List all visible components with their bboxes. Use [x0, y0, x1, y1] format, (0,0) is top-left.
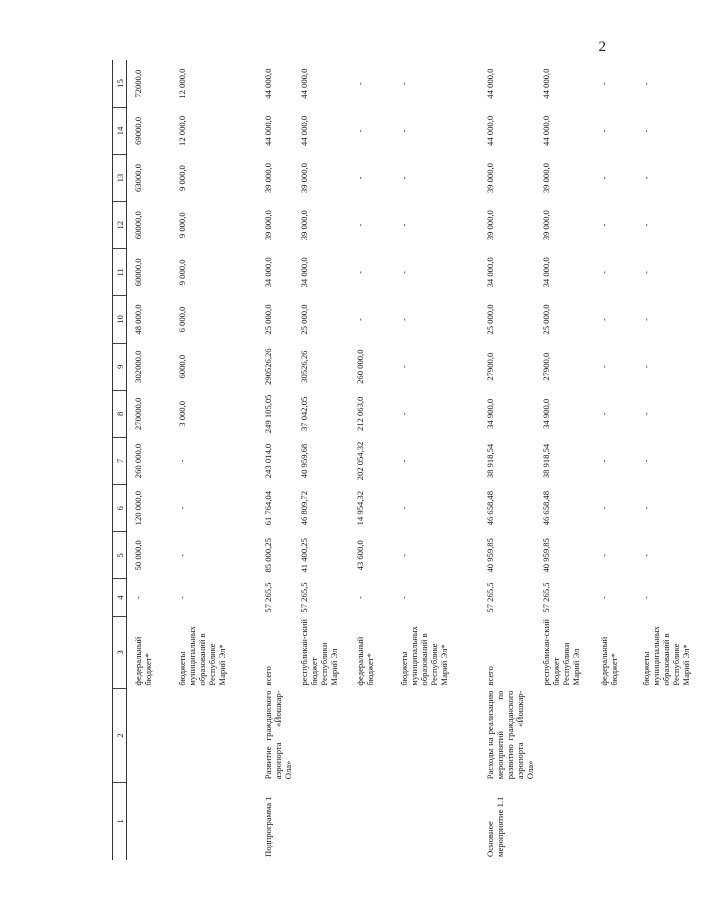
- value-cell: 43 600,0: [355, 540, 365, 571]
- value-cell: 60000,0: [133, 258, 143, 287]
- value-cell: 44 000,0: [263, 115, 273, 146]
- source-cell: бюджеты муниципальных образований в Республике Марий Эл*: [399, 626, 449, 686]
- value-cell: -: [599, 318, 609, 321]
- value-cell: -: [641, 553, 651, 557]
- name-cell: [535, 689, 593, 783]
- value-cell: 34 000,0: [263, 257, 273, 288]
- value-cell: 39 000,0: [541, 210, 551, 241]
- column-header: 10: [113, 296, 127, 343]
- table-body: [127, 60, 701, 860]
- name-cell: [127, 689, 172, 783]
- value-cell: 39 000,0: [485, 163, 495, 194]
- column-header: 3: [113, 616, 127, 688]
- value-cell: -: [133, 596, 143, 599]
- table-row: [293, 60, 349, 860]
- value-cell: 249 105,05: [263, 394, 273, 434]
- value-cell: -: [355, 176, 365, 180]
- value-cell: 44 000,0: [541, 115, 551, 146]
- value-cell: -: [399, 82, 409, 86]
- value-cell: -: [641, 318, 651, 321]
- header-row: [113, 60, 127, 860]
- program-cell: [349, 782, 393, 860]
- value-cell: -: [641, 596, 651, 599]
- value-cell: 39 000,0: [263, 163, 273, 194]
- table-row: [393, 60, 479, 860]
- program-cell: Основное мероприятие 1.1: [485, 796, 505, 857]
- value-cell: -: [599, 412, 609, 416]
- program-cell: [593, 782, 635, 860]
- rotated-table-wrapper: [112, 60, 691, 860]
- value-cell: 40 959,85: [485, 538, 495, 573]
- value-cell: -: [641, 506, 651, 510]
- value-cell: 25 000,0: [263, 304, 273, 335]
- value-cell: 61 764,04: [263, 490, 273, 526]
- value-cell: 34 000,0: [299, 257, 309, 288]
- value-cell: 50 000,0: [133, 540, 143, 571]
- value-cell: 69000,0: [133, 116, 143, 145]
- program-cell: [127, 782, 172, 860]
- value-cell: -: [399, 506, 409, 510]
- value-cell: -: [355, 129, 365, 133]
- value-cell: 25 000,0: [299, 304, 309, 335]
- value-cell: 9 000,0: [177, 212, 187, 239]
- source-cell: всего: [485, 666, 495, 686]
- value-cell: 57 265,5: [541, 582, 551, 613]
- value-cell: 14 954,32: [355, 490, 365, 526]
- value-cell: 44 000,0: [541, 68, 551, 99]
- table-row: [479, 60, 535, 860]
- value-cell: 27900,0: [541, 352, 551, 381]
- column-header: 5: [113, 532, 127, 579]
- value-cell: -: [399, 596, 409, 599]
- program-cell: [171, 782, 257, 860]
- value-cell: -: [641, 223, 651, 227]
- value-cell: 57 265,5: [263, 582, 273, 613]
- name-cell: Расходы на реализацию мероприятий по развитию гражданского аэропорта «Йошкар-Ола»: [485, 690, 535, 780]
- value-cell: 46 658,48: [485, 490, 495, 526]
- source-cell: всего: [263, 666, 273, 686]
- source-cell: бюджеты муниципальных образований в Республике Марий Эл*: [177, 626, 227, 686]
- program-cell: [393, 782, 479, 860]
- program-cell: [635, 782, 701, 860]
- value-cell: -: [599, 223, 609, 227]
- value-cell: 270000,0: [133, 397, 143, 430]
- column-header: 11: [113, 249, 127, 296]
- value-cell: 37 042,05: [299, 396, 309, 432]
- program-cell: [293, 782, 349, 860]
- value-cell: -: [399, 412, 409, 416]
- value-cell: 48 000,0: [133, 304, 143, 335]
- value-cell: -: [399, 365, 409, 369]
- value-cell: -: [355, 223, 365, 227]
- value-cell: -: [599, 365, 609, 369]
- value-cell: 34 000,0: [485, 257, 495, 288]
- value-cell: 63000,0: [133, 164, 143, 193]
- value-cell: 41 400,25: [299, 538, 309, 573]
- value-cell: -: [599, 596, 609, 599]
- value-cell: -: [641, 412, 651, 416]
- source-cell: федеральный бюджет*: [133, 636, 153, 686]
- value-cell: -: [641, 82, 651, 86]
- table-row: [127, 60, 172, 860]
- value-cell: -: [399, 223, 409, 227]
- value-cell: -: [599, 82, 609, 86]
- source-cell: республикан-ский бюджет Республики Марий Эл: [299, 619, 339, 686]
- value-cell: 40 959,68: [299, 443, 309, 479]
- table-row: [257, 60, 293, 860]
- column-header: 2: [113, 689, 127, 783]
- value-cell: -: [599, 506, 609, 510]
- value-cell: -: [641, 365, 651, 369]
- table-row: [593, 60, 635, 860]
- value-cell: 25 000,0: [541, 304, 551, 335]
- column-header: 15: [113, 60, 127, 107]
- value-cell: 9 000,0: [177, 165, 187, 191]
- value-cell: -: [641, 176, 651, 180]
- value-cell: 39 000,0: [299, 163, 309, 194]
- value-cell: 120 000,0: [133, 490, 143, 526]
- name-cell: [393, 689, 479, 783]
- value-cell: 212 063,0: [355, 396, 365, 432]
- column-header: 12: [113, 202, 127, 249]
- value-cell: -: [177, 506, 187, 510]
- value-cell: 46 658,48: [541, 490, 551, 526]
- column-header: 1: [113, 782, 127, 860]
- value-cell: 202 054,32: [355, 441, 365, 481]
- value-cell: 40 959,85: [541, 538, 551, 573]
- value-cell: 57 265,5: [299, 582, 309, 613]
- column-header: 4: [113, 579, 127, 616]
- table-row: [171, 60, 257, 860]
- name-cell: [593, 689, 635, 783]
- value-cell: 38 918,54: [485, 443, 495, 479]
- value-cell: 39 000,0: [485, 210, 495, 241]
- program-cell: [535, 782, 593, 860]
- value-cell: 3 000,0: [177, 400, 187, 427]
- value-cell: -: [399, 129, 409, 133]
- value-cell: -: [599, 129, 609, 133]
- value-cell: 302000,0: [133, 350, 143, 383]
- value-cell: 46 809,72: [299, 490, 309, 526]
- value-cell: 85 000,25: [263, 538, 273, 573]
- value-cell: -: [355, 318, 365, 321]
- column-header: 7: [113, 437, 127, 484]
- value-cell: 6 000,0: [177, 306, 187, 333]
- value-cell: -: [599, 176, 609, 180]
- value-cell: -: [641, 129, 651, 133]
- budget-table: [112, 60, 701, 860]
- value-cell: -: [599, 270, 609, 274]
- value-cell: 260 000,0: [355, 349, 365, 384]
- name-cell: [171, 689, 257, 783]
- value-cell: -: [599, 553, 609, 557]
- value-cell: 9 000,0: [177, 259, 187, 286]
- column-header: 13: [113, 154, 127, 201]
- source-cell: республикан-ский бюджет Республики Марий Эл: [541, 619, 581, 686]
- value-cell: -: [399, 459, 409, 463]
- table-row: [349, 60, 393, 860]
- page-number: 2: [598, 39, 606, 55]
- value-cell: -: [177, 553, 187, 557]
- value-cell: -: [599, 459, 609, 463]
- value-cell: 39 000,0: [263, 210, 273, 241]
- value-cell: 39 000,0: [541, 163, 551, 194]
- value-cell: 72000,0: [133, 69, 143, 98]
- value-cell: 39 000,0: [299, 210, 309, 241]
- source-cell: федеральный бюджет*: [599, 636, 619, 686]
- value-cell: 25 000,0: [485, 304, 495, 335]
- value-cell: -: [399, 270, 409, 274]
- value-cell: -: [355, 82, 365, 86]
- value-cell: 60000,0: [133, 211, 143, 240]
- value-cell: 260 000,0: [133, 443, 143, 479]
- column-header: 8: [113, 390, 127, 437]
- value-cell: 6000,0: [177, 354, 187, 379]
- value-cell: -: [399, 176, 409, 180]
- value-cell: 243 014,0: [263, 443, 273, 479]
- value-cell: 34 900,0: [541, 398, 551, 429]
- value-cell: -: [177, 459, 187, 463]
- value-cell: -: [355, 596, 365, 599]
- value-cell: -: [355, 270, 365, 274]
- value-cell: 34 000,0: [541, 257, 551, 288]
- table-row: [635, 60, 701, 860]
- value-cell: 44 000,0: [485, 115, 495, 146]
- value-cell: 44 000,0: [299, 68, 309, 99]
- value-cell: 57 265,5: [485, 582, 495, 613]
- value-cell: 38 918,54: [541, 443, 551, 479]
- source-cell: бюджеты муниципальных образований в Республике Марий Эл*: [641, 626, 691, 686]
- value-cell: -: [641, 270, 651, 274]
- value-cell: 44 000,0: [263, 68, 273, 99]
- name-cell: [635, 689, 701, 783]
- value-cell: -: [177, 596, 187, 599]
- value-cell: 30526,26: [299, 350, 309, 383]
- value-cell: 44 000,0: [485, 68, 495, 99]
- value-cell: -: [399, 553, 409, 557]
- name-cell: [349, 689, 393, 783]
- program-cell: Подпрограмма 1: [263, 796, 273, 857]
- value-cell: 44 000,0: [299, 115, 309, 146]
- value-cell: 34 900,0: [485, 398, 495, 429]
- value-cell: -: [399, 318, 409, 321]
- value-cell: -: [641, 459, 651, 463]
- value-cell: 12 000,0: [177, 68, 187, 99]
- name-cell: Развитие гражданского аэропорта «Йошкар-Ола»: [263, 690, 293, 780]
- column-header: 9: [113, 343, 127, 390]
- name-cell: [293, 689, 349, 783]
- value-cell: 27900,0: [485, 352, 495, 381]
- column-header: 6: [113, 485, 127, 532]
- value-cell: 12 000,0: [177, 115, 187, 146]
- column-header: 14: [113, 107, 127, 154]
- table-row: [535, 60, 593, 860]
- value-cell: 290526,26: [263, 348, 273, 385]
- source-cell: федеральный бюджет*: [355, 636, 375, 686]
